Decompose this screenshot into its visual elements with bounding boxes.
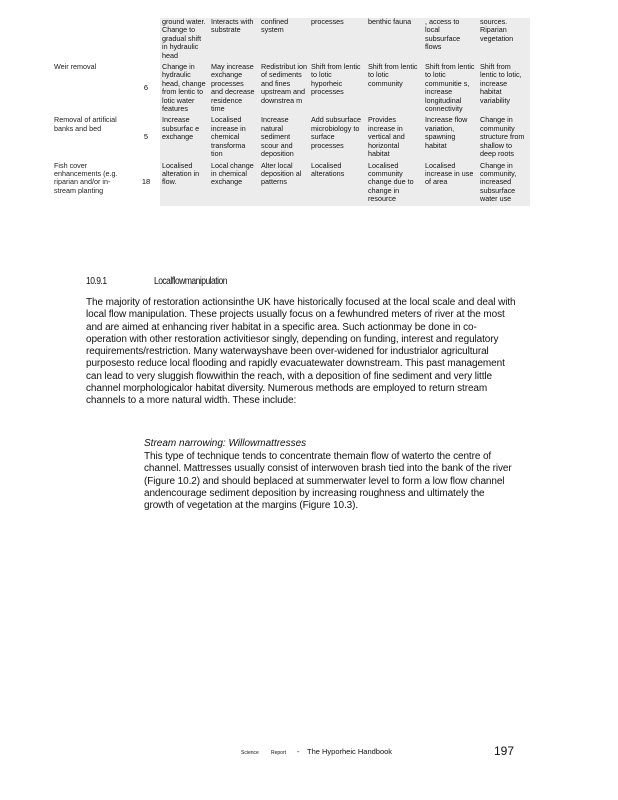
table-cell: Interacts with substrate (209, 18, 259, 62)
table-cell: Provides increase in vertical and horizontal habitat (366, 115, 423, 160)
bullet-body: This type of technique tends to concentrate themain flow of waterto the centre of channel. Mattresses usually consist of interwoven brash tied into the bank of the river (Figure 10.2) and should beplaced at summerwater level to form a low flow channel andencourage sediment deposition by increasing roughness and ultimately the growth of vegetation at the margins (Figure 10.3). (144, 451, 512, 512)
impacts-table (52, 18, 530, 206)
page-number: 197 (494, 744, 515, 758)
footer-separator: - (297, 747, 300, 756)
table-cell: Localised increase in chemical transforma tion (209, 115, 259, 160)
table-cell: confined system (259, 18, 309, 62)
table-cell: Change in community structure from shallow to deep roots (478, 115, 530, 160)
row-number: 6 (143, 83, 149, 93)
footer-part2: Report (271, 750, 287, 756)
row-label: Removal of artificial banks and bed (54, 115, 117, 133)
table-cell: , access to local subsurface flows (423, 18, 478, 62)
body-paragraph: The majority of restoration actionsinthe UK have historically focused at the local scale and deal with local flow manipulation. These projects usually focus on a fewhundred meters of river at the most and are aimed at enhancing river habitat in a specific area. Such actionmay be done in co-operation with other restoration activitiesor singly, depending on funding, interest and regulatory requirements/restriction. Many waterwayshave been over-widened for industrialor agricultural purposesto reduce local flooding and rapidly evacuatewater downstream. This past management can lead to very sluggish flowwithin the reach, with a deposition of fine sediment and very little channel morphologicalor habitat diversity. Numerous methods are employed to return stream channels to a more natural width. These include: (86, 297, 516, 407)
table-cell: Redistribut ion of sediments and fines upstream and downstrea m (259, 62, 309, 115)
table-cell: Increase flow variation, spawning habitat (423, 115, 478, 160)
table-cell: Alter local deposition al patterns (259, 161, 309, 206)
table-cell: Add subsurface microbiology to surface processes (309, 115, 366, 160)
table-cell: Local change in chemical exchange (209, 161, 259, 206)
table-cell: ground water. Change to gradual shift in hydraulic head (160, 18, 209, 62)
row-label: Fish cover enhancements (e.g. riparian and/or in-stream planting (54, 160, 118, 195)
table-cell: May increase exchange processes and decrease residence time (209, 62, 259, 115)
bullet-title: Stream narrowing: Willowmattresses (144, 438, 307, 449)
table-cell: sources. Riparian vegetation (478, 18, 530, 62)
table-cell: Change in community, increased subsurface water use (478, 161, 530, 206)
table-cell: Increase natural sediment scour and deposition (259, 115, 309, 160)
row-number: 18 (141, 177, 151, 187)
table-row (52, 161, 530, 206)
section-heading (86, 276, 227, 287)
table-cell: benthic fauna (366, 18, 423, 62)
table-cell: processes (309, 18, 366, 62)
footer-part1: Science (241, 750, 259, 756)
table-cell: Localised increase in use of area (423, 161, 478, 206)
section-number: 10.9.1 (86, 276, 107, 287)
table-cell: Localised alteration in flow. (160, 161, 209, 206)
table-row (52, 62, 530, 115)
table-cell: Shift from lentic to lotic, increase habitat variability (478, 62, 530, 115)
table-cell: Shift from lentic to lotic hyporheic processes (309, 62, 366, 115)
table-cell: Localised alterations (309, 161, 366, 206)
table-cell: Shift from lentic to lotic community (366, 62, 423, 115)
table-cell: Shift from lentic to lotic communitie s, increase longitudinal connectivity (423, 62, 478, 115)
table-cell: Localised community change due to change in resource (366, 161, 423, 206)
table-cell: Change in hydraulic head, change from lentic to lotic water features (160, 62, 209, 115)
section-title: Localflowmanipulation (154, 276, 227, 287)
row-label (52, 18, 132, 62)
table-row (52, 18, 530, 62)
footer-title: The Hyporheic Handbook (307, 747, 393, 756)
row-number (132, 18, 160, 62)
page-footer (241, 747, 392, 756)
table-cell: Increase subsurfac e exchange (160, 115, 209, 160)
row-label: Weir removal (54, 62, 97, 72)
row-number: 5 (143, 132, 149, 142)
table-row (52, 115, 530, 160)
